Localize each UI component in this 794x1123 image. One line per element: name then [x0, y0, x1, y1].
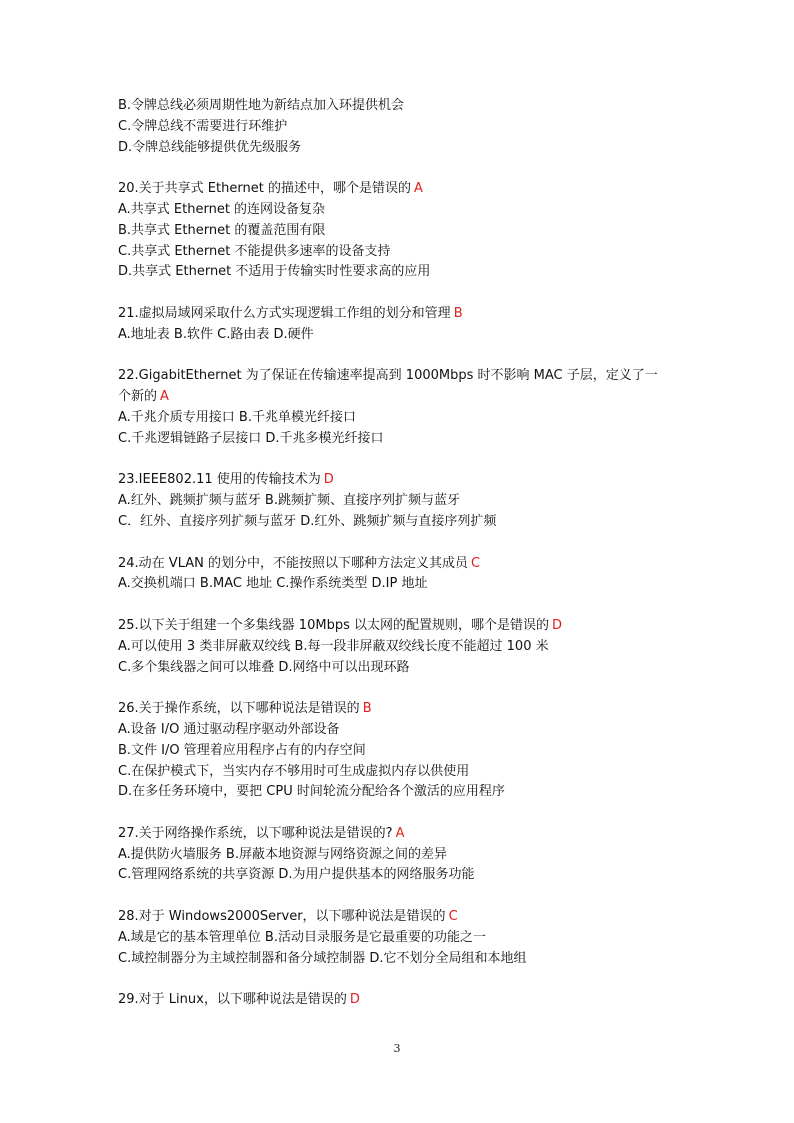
block-gap — [118, 595, 678, 616]
page-number: 3 — [393, 1042, 401, 1055]
question-block — [118, 699, 678, 803]
question-text — [118, 470, 678, 491]
question-block — [118, 179, 678, 283]
block-gap — [118, 886, 678, 907]
answer-key: D — [551, 617, 562, 633]
question-list — [118, 96, 678, 1011]
option-line: A.可以使用 3 类非屏蔽双绞线 B.每一段非屏蔽双绞线长度不能超过 100 米 — [118, 638, 549, 654]
option-line: B.共享式 Ethernet 的覆盖范围有限 — [118, 222, 326, 238]
option-line: C.共享式 Ethernet 不能提供多速率的设备支持 — [118, 243, 391, 259]
block-gap — [118, 346, 678, 367]
question-text — [118, 907, 678, 928]
question-text — [118, 616, 678, 637]
question-text — [118, 304, 678, 325]
question-block — [118, 96, 678, 158]
option-line: B.文件 I/O 管理着应用程序占有的内存空间 — [118, 742, 366, 758]
question-stem: 28.对于 Windows2000Server，以下哪种说法是错误的 — [118, 909, 446, 925]
block-gap — [118, 533, 678, 554]
question-text-continued — [118, 387, 678, 408]
answer-key: B — [453, 305, 463, 321]
answer-key: A — [395, 825, 405, 841]
block-gap — [118, 450, 678, 471]
option-line: A.共享式 Ethernet 的连网设备复杂 — [118, 201, 326, 217]
option-line: D.令牌总线能够提供优先级服务 — [118, 139, 302, 155]
question-stem: 25.以下关于组建一个多集线器 10Mbps 以太网的配置规则，哪个是错误的 — [118, 617, 549, 633]
block-gap — [118, 158, 678, 179]
question-text — [118, 366, 678, 387]
question-text — [118, 554, 678, 575]
question-block — [118, 990, 678, 1011]
option-line: A.域是它的基本管理单位 B.活动目录服务是它最重要的功能之一 — [118, 929, 486, 945]
option-line: C.令牌总线不需要进行环维护 — [118, 118, 288, 134]
question-text — [118, 990, 678, 1011]
answer-key: D — [323, 472, 334, 488]
question-text — [118, 179, 678, 200]
answer-key: B — [362, 701, 372, 717]
question-stem: 26.关于操作系统，以下哪种说法是错误的 — [118, 701, 360, 717]
option-line: D.在多任务环境中，要把 CPU 时间轮流分配给各个激活的应用程序 — [118, 784, 505, 800]
block-gap — [118, 678, 678, 699]
question-block — [118, 554, 678, 596]
answer-key: C — [471, 555, 481, 571]
question-stem: 21.虚拟局域网采取什么方式实现逻辑工作组的划分和管理 — [118, 305, 451, 321]
question-block — [118, 907, 678, 969]
question-stem: 20.关于共享式 Ethernet 的描述中，哪个是错误的 — [118, 181, 411, 197]
block-gap — [118, 969, 678, 990]
option-line: C.域控制器分为主域控制器和备分域控制器 D.它不划分全局组和本地组 — [118, 950, 527, 966]
question-stem: 27.关于网络操作系统，以下哪种说法是错误的? — [118, 825, 393, 841]
block-gap — [118, 283, 678, 304]
option-line: C．红外、直接序列扩频与蓝牙 D.红外、跳频扩频与直接序列扩频 — [118, 513, 497, 529]
question-text — [118, 824, 678, 845]
answer-key: D — [349, 992, 360, 1008]
option-line: D.共享式 Ethernet 不适用于传输实时性要求高的应用 — [118, 264, 431, 280]
question-block — [118, 304, 678, 346]
option-line: A.交换机端口 B.MAC 地址 C.操作系统类型 D.IP 地址 — [118, 576, 428, 592]
question-stem: 29.对于 Linux，以下哪种说法是错误的 — [118, 992, 347, 1008]
answer-key: A — [160, 389, 169, 405]
option-line: C.多个集线器之间可以堆叠 D.网络中可以出现环路 — [118, 659, 410, 675]
question-block — [118, 470, 678, 532]
option-line: A.提供防火墙服务 B.屏蔽本地资源与网络资源之间的差异 — [118, 846, 447, 862]
question-stem: 22.GigabitEthernet 为了保证在传输速率提高到 1000Mbps 时不影响 MAC 子层，定义了一 — [118, 368, 658, 384]
answer-key: A — [413, 181, 423, 197]
option-line: C.管理网络系统的共享资源 D.为用户提供基本的网络服务功能 — [118, 867, 475, 883]
option-line: A.千兆介质专用接口 B.千兆单模光纤接口 — [118, 409, 356, 425]
question-stem: 个新的 — [118, 389, 158, 405]
question-block — [118, 824, 678, 886]
question-text — [118, 699, 678, 720]
option-line: A.设备 I/O 通过驱动程序驱动外部设备 — [118, 721, 340, 737]
option-line: A.地址表 B.软件 C.路由表 D.硬件 — [118, 326, 314, 342]
block-gap — [118, 803, 678, 824]
option-line: B.令牌总线必须周期性地为新结点加入环提供机会 — [118, 98, 405, 113]
answer-key: C — [448, 909, 458, 925]
option-line: C.千兆逻辑链路子层接口 D.千兆多模光纤接口 — [118, 430, 384, 446]
question-stem: 23.IEEE802.11 使用的传输技术为 — [118, 472, 321, 488]
question-block — [118, 366, 678, 449]
question-block — [118, 616, 678, 678]
option-line: A.红外、跳频扩频与蓝牙 B.跳频扩频、直接序列扩频与蓝牙 — [118, 493, 460, 509]
option-line: C.在保护模式下，当实内存不够用时可生成虚拟内存以供使用 — [118, 763, 470, 779]
question-stem: 24.动在 VLAN 的划分中，不能按照以下哪种方法定义其成员 — [118, 555, 468, 571]
